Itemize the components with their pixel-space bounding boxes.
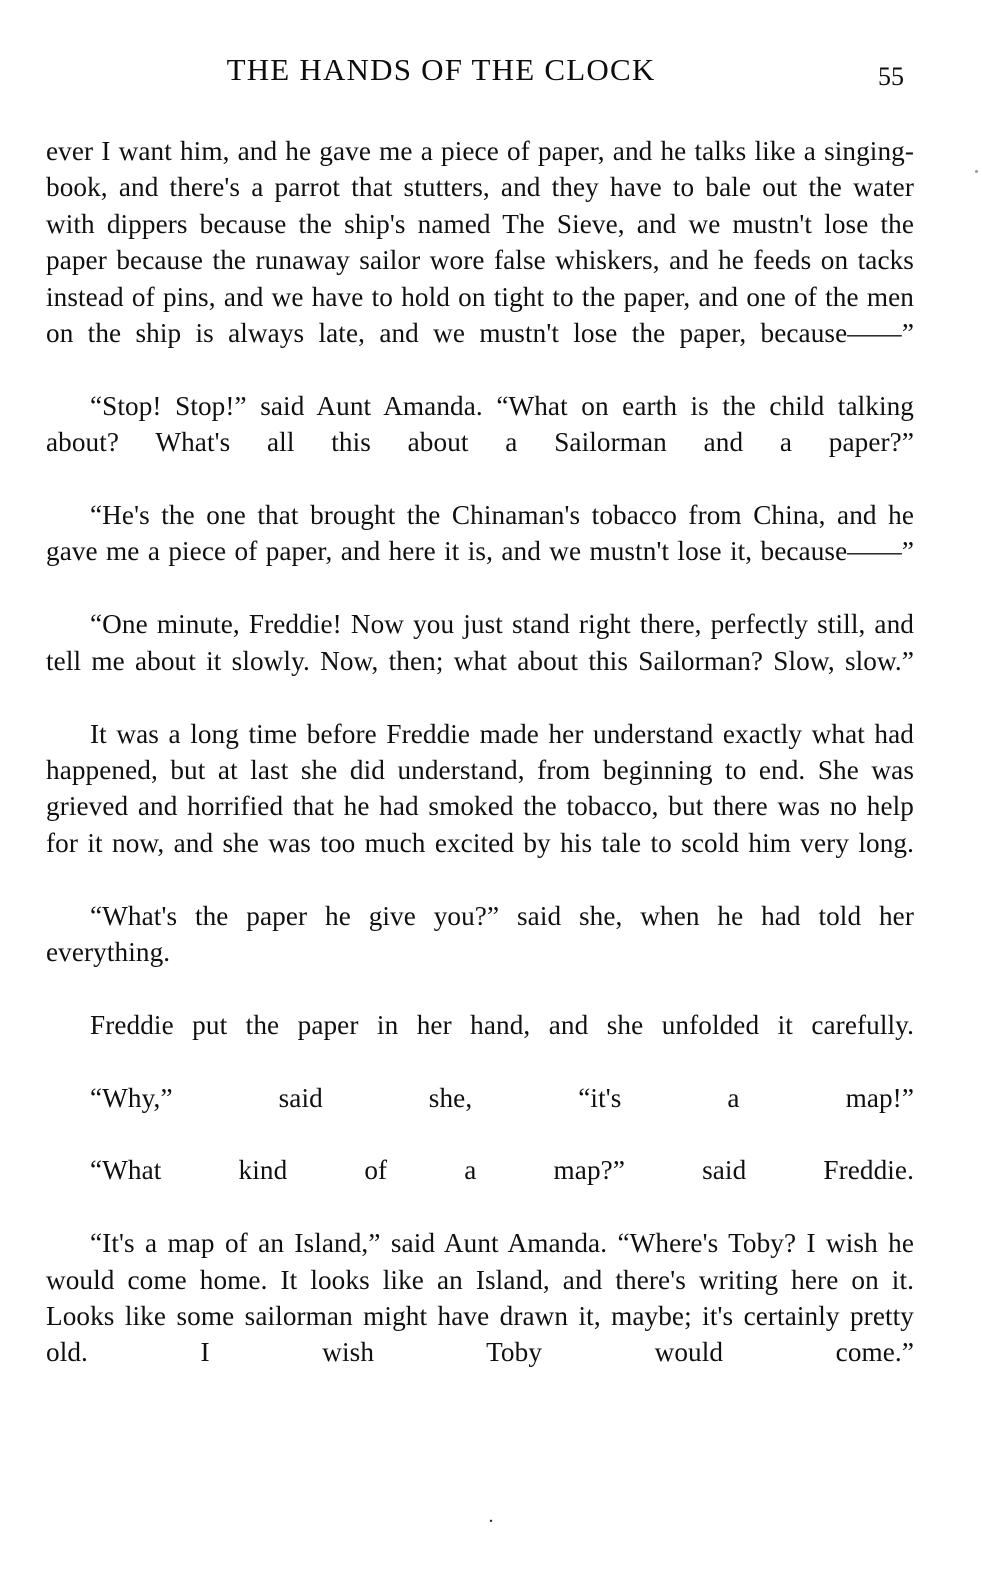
- page-header: [46, 52, 912, 100]
- paragraph: “What kind of a map?” said Freddie.: [90, 1155, 914, 1186]
- paragraph: It was a long time before Freddie made her understand exactly what had happened, but at last she did understand, from beginning to end. She was grieved and horrified that he had smoked the tobacco, but there was no help for it now, and she was too much excited by his tale to scold him very long.: [46, 718, 914, 858]
- paragraph-continued: ever I want him, and he gave me a piece of paper, and he talks like a singing-book, and there's a parrot that stutters, and they have to bale out the water with dippers because the ship's named The Sieve, and we mustn't lose the paper because the runaway sailor wore false whiskers, and he feeds on tacks instead of pins, and we have to hold on tight to the paper, and one of the men on the ship is always late, and we mustn't lose the paper, because——”: [46, 136, 914, 349]
- running-head-title: THE HANDS OF THE CLOCK: [226, 52, 656, 87]
- body-text: [46, 133, 914, 1407]
- footer-mark: .: [488, 1505, 494, 1527]
- paragraph: “What's the paper he give you?” said she, when he had told her everything.: [46, 900, 914, 967]
- page-speck: [975, 170, 978, 173]
- paragraph: “It's a map of an Island,” said Aunt Amanda. “Where's Toby? I wish he would come home. It looks like an Island, and there's writing here on it. Looks like some sailorman might have drawn it, maybe; it's certainly pretty old. I wish Toby would come.”: [46, 1228, 914, 1368]
- paragraph: “Why,” said she, “it's a map!”: [90, 1082, 914, 1113]
- paragraph: Freddie put the paper in her hand, and she unfolded it carefully.: [90, 1009, 914, 1040]
- paragraph: “One minute, Freddie! Now you just stand right there, perfectly still, and tell me about it slowly. Now, then; what about this Sailorman? Slow, slow.”: [46, 609, 914, 676]
- paragraph: “He's the one that brought the Chinaman's tobacco from China, and he gave me a piece of paper, and here it is, and we mustn't lose it, because——”: [46, 500, 914, 567]
- page-number: 55: [878, 62, 904, 91]
- paragraph: “Stop! Stop!” said Aunt Amanda. “What on earth is the child talking about? What's all this about a Sailorman and a paper?”: [46, 390, 914, 458]
